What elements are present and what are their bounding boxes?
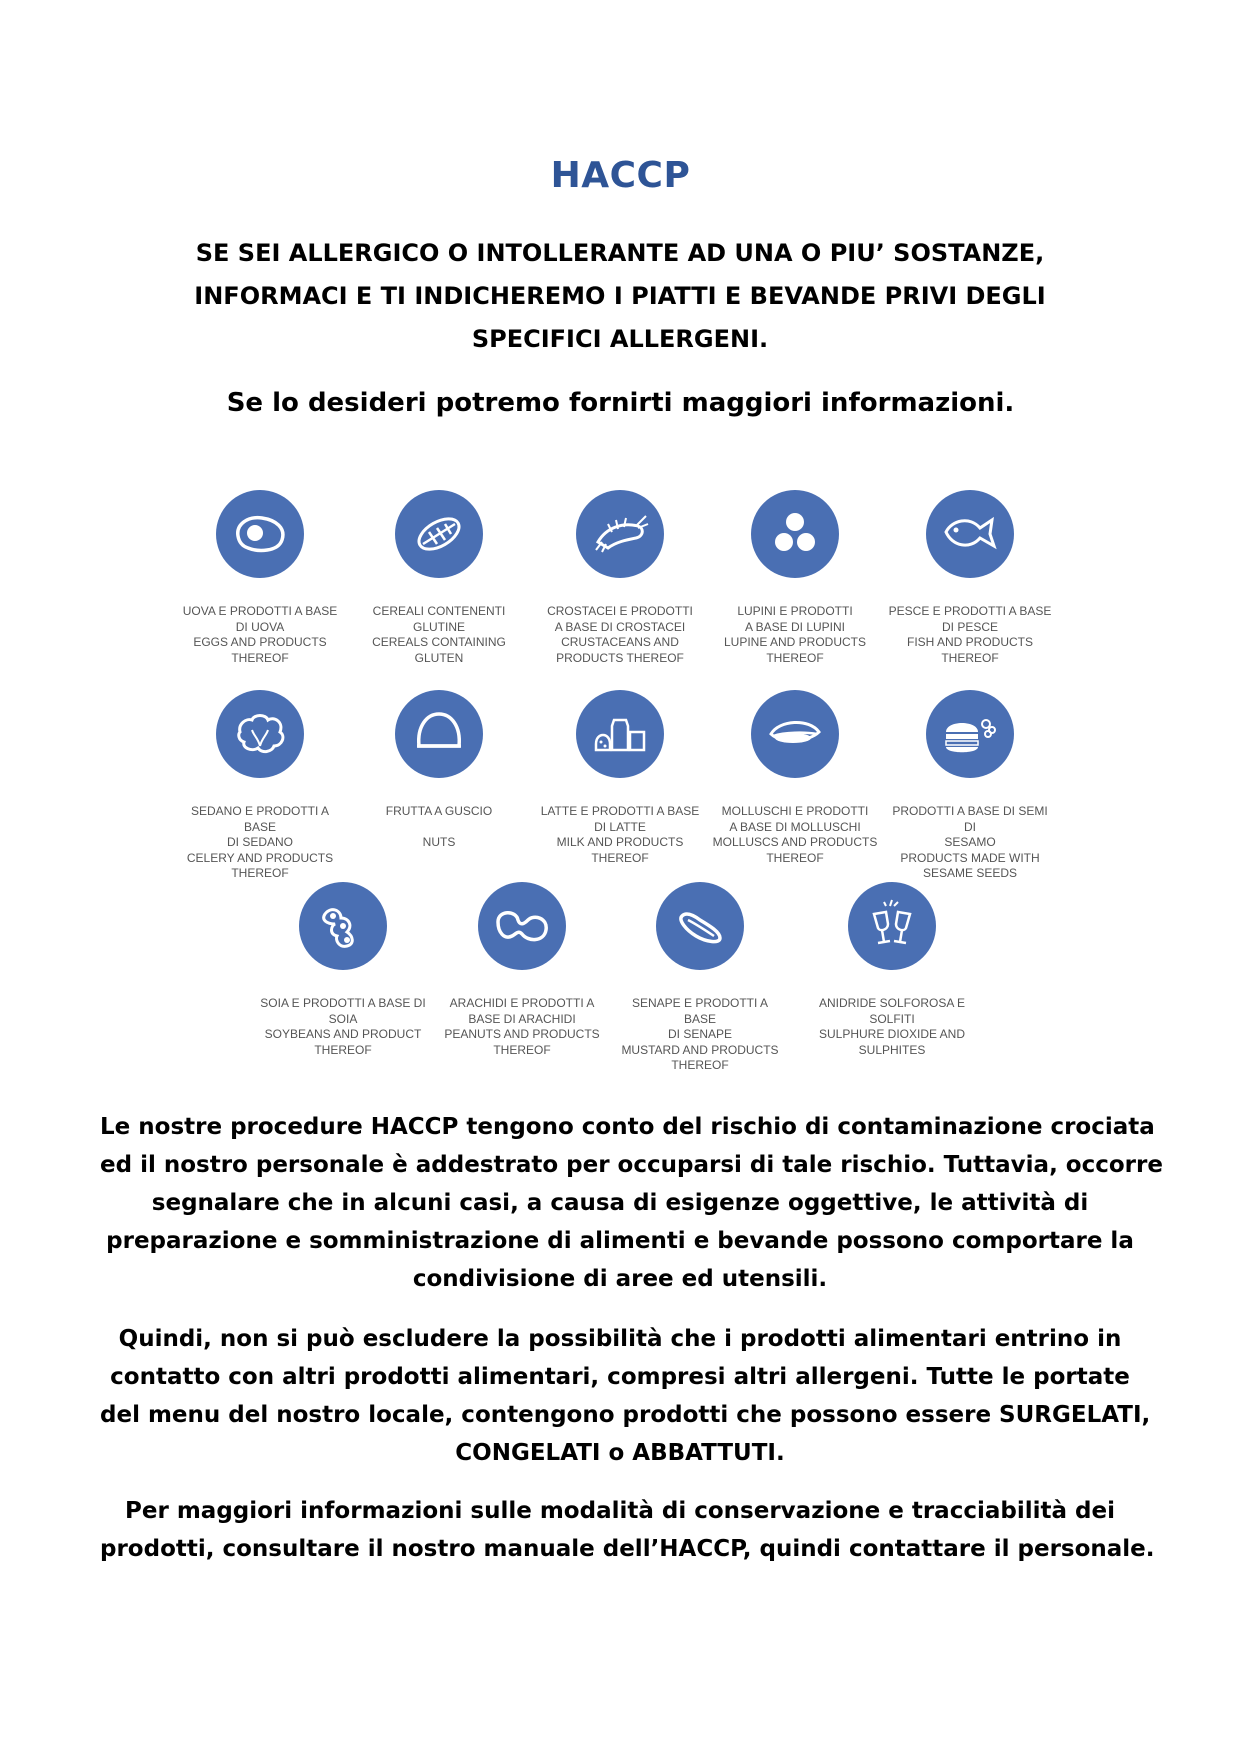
- caption-line: MILK AND PRODUCTS: [556, 835, 684, 849]
- caption-line: GLUTINE: [412, 619, 465, 634]
- caption-line: DI LATTE: [594, 819, 646, 834]
- caption-line: DI UOVA: [235, 619, 285, 634]
- caption-line: THEREOF: [671, 1058, 729, 1072]
- caption-line: CRUSTACEANS AND: [561, 635, 679, 649]
- caption-line: PEANUTS AND PRODUCTS: [444, 1027, 600, 1041]
- paragraph-line: del menu del nostro locale, contengono prodotti che possono essere SURGELATI,: [100, 1402, 1151, 1428]
- caption-line: SULPHITES: [858, 1042, 926, 1057]
- paragraph-line: Quindi, non si può escludere la possibilità che i prodotti alimentari entrino in: [118, 1326, 1122, 1352]
- caption-line: MOLLUSCS AND PRODUCTS: [712, 835, 878, 849]
- caption-line: PRODUCTS THEREOF: [556, 650, 684, 665]
- paragraph-line: ed il nostro personale è addestrato per occuparsi di tale rischio. Tuttavia, occorre: [100, 1152, 1163, 1178]
- paragraph-line: segnalare che in alcuni casi, a causa di esigenze oggettive, le attività di: [151, 1190, 1089, 1216]
- caption-line: LUPINI E PRODOTTI: [737, 604, 853, 618]
- caption-line: PESCE E PRODOTTI A BASE: [888, 604, 1052, 618]
- warning-line: SE SEI ALLERGICO O INTOLLERANTE AD UNA O PIU’ SOSTANZE,: [195, 239, 1045, 267]
- caption-line: DI SENAPE: [667, 1027, 733, 1041]
- caption-line: LUPINE AND PRODUCTS: [723, 635, 867, 649]
- caption-line: SESAMO: [944, 835, 996, 849]
- caption-line: DI PESCE: [941, 619, 998, 634]
- wheat-icon: [407, 502, 471, 566]
- caption-line: SOIA: [328, 1011, 358, 1026]
- caption-line: THEREOF: [941, 650, 999, 665]
- caption-line: ANIDRIDE SOLFOROSA E: [818, 996, 966, 1010]
- caption-line: THEREOF: [766, 650, 824, 665]
- caption-line: CROSTACEI E PRODOTTI: [547, 604, 693, 618]
- sesame-icon: [938, 702, 1002, 766]
- caption-line: SOIA E PRODOTTI A BASE DI: [260, 996, 426, 1010]
- paragraph-line: Per maggiori informazioni sulle modalità di conservazione e tracciabilità dei: [125, 1498, 1115, 1524]
- allergen-nuts: [354, 690, 524, 851]
- egg-icon: [228, 502, 292, 566]
- nut-icon: [407, 702, 471, 766]
- caption-line: THEREOF: [766, 850, 824, 865]
- allergen-gluten: [354, 490, 524, 666]
- allergen-mustard: [615, 882, 785, 1074]
- wine-glasses-icon: [860, 894, 924, 958]
- caption-line: UOVA E PRODOTTI A BASE: [182, 604, 338, 618]
- celery-icon: [228, 702, 292, 766]
- paragraph-line: CONGELATI o ABBATTUTI.: [455, 1440, 785, 1466]
- caption-line: NUTS: [422, 835, 456, 849]
- soy-icon: [311, 894, 375, 958]
- caption-line: CEREALI CONTENENTI: [372, 604, 506, 618]
- caption-line: GLUTEN: [414, 650, 464, 665]
- caption-line: SENAPE E PRODOTTI A BASE: [631, 996, 769, 1026]
- caption-line: SOYBEANS AND PRODUCT: [264, 1027, 422, 1041]
- caption-line: CELERY AND PRODUCTS: [186, 850, 334, 865]
- allergen-sulphites: [807, 882, 977, 1058]
- info-subline: Se lo desideri potremo fornirti maggiori informazioni.: [226, 388, 1015, 418]
- mollusc-icon: [763, 702, 827, 766]
- paragraph-frozen: [100, 1320, 1151, 1472]
- fish-icon: [938, 502, 1002, 566]
- caption-line: FRUTTA A GUSCIO: [385, 804, 493, 818]
- caption-line: SEDANO E PRODOTTI A BASE: [190, 804, 330, 834]
- paragraph-line: prodotti, consultare il nostro manuale dell’HACCP, quindi contattare il personale.: [100, 1536, 1155, 1562]
- allergen-soy: [258, 882, 428, 1058]
- caption-line: EGGS AND PRODUCTS: [193, 635, 327, 649]
- caption-line: SOLFITI: [869, 1011, 915, 1026]
- caption-line: SESAME SEEDS: [922, 866, 1018, 880]
- warning-line: SPECIFICI ALLERGENI.: [471, 325, 769, 353]
- caption-line: FISH AND PRODUCTS: [906, 635, 1033, 649]
- caption-line: PRODUCTS MADE WITH: [900, 850, 1040, 865]
- allergen-crustaceans: [535, 490, 705, 666]
- shrimp-icon: [588, 502, 652, 566]
- allergen-lupin: [710, 490, 880, 666]
- allergen-sesame: [885, 690, 1055, 882]
- caption-line: A BASE DI CROSTACEI: [554, 619, 686, 634]
- allergen-eggs: [175, 490, 345, 666]
- caption-line: PRODOTTI A BASE DI SEMI DI: [892, 804, 1048, 834]
- caption-line: THEREOF: [314, 1042, 372, 1057]
- allergen-milk: [535, 690, 705, 866]
- allergen-molluscs: [710, 690, 880, 866]
- mustard-icon: [668, 894, 732, 958]
- caption-line: A BASE DI MOLLUSCHI: [729, 819, 861, 834]
- lupin-icon: [763, 502, 827, 566]
- paragraph-line: condivisione di aree ed utensili.: [412, 1266, 828, 1292]
- caption-line: MOLLUSCHI E PRODOTTI: [721, 804, 869, 818]
- paragraph-more-info: [100, 1492, 1155, 1568]
- caption-line: ARACHIDI E PRODOTTI A: [449, 996, 595, 1010]
- caption-line: A BASE DI LUPINI: [744, 619, 846, 634]
- paragraph-line: Le nostre procedure HACCP tengono conto del rischio di contaminazione crociata: [100, 1114, 1155, 1140]
- paragraph-contamination: [100, 1108, 1163, 1298]
- caption-line: THEREOF: [591, 850, 649, 865]
- paragraph-line: contatto con altri prodotti alimentari, compresi altri allergeni. Tutte le portate: [110, 1364, 1130, 1390]
- caption-line: [354, 820, 524, 836]
- allergen-peanuts: [437, 882, 607, 1058]
- caption-line: CEREALS CONTAINING: [372, 635, 506, 649]
- allergen-fish: [885, 490, 1055, 666]
- caption-line: THEREOF: [493, 1042, 551, 1057]
- peanut-icon: [490, 894, 554, 958]
- milk-icon: [588, 702, 652, 766]
- caption-line: MUSTARD AND PRODUCTS: [621, 1042, 779, 1057]
- page-title: HACCP: [550, 155, 691, 196]
- caption-line: LATTE E PRODOTTI A BASE: [540, 804, 700, 818]
- caption-line: THEREOF: [231, 866, 289, 880]
- caption-line: BASE DI ARACHIDI: [468, 1011, 576, 1026]
- caption-line: DI SEDANO: [226, 835, 293, 849]
- caption-line: THEREOF: [231, 650, 289, 665]
- caption-line: SULPHURE DIOXIDE AND: [818, 1027, 966, 1041]
- allergen-celery: [175, 690, 345, 882]
- warning-line: INFORMACI E TI INDICHEREMO I PIATTI E BEVANDE PRIVI DEGLI: [194, 282, 1046, 310]
- paragraph-line: preparazione e somministrazione di alimenti e bevande possono comportare la: [106, 1228, 1134, 1254]
